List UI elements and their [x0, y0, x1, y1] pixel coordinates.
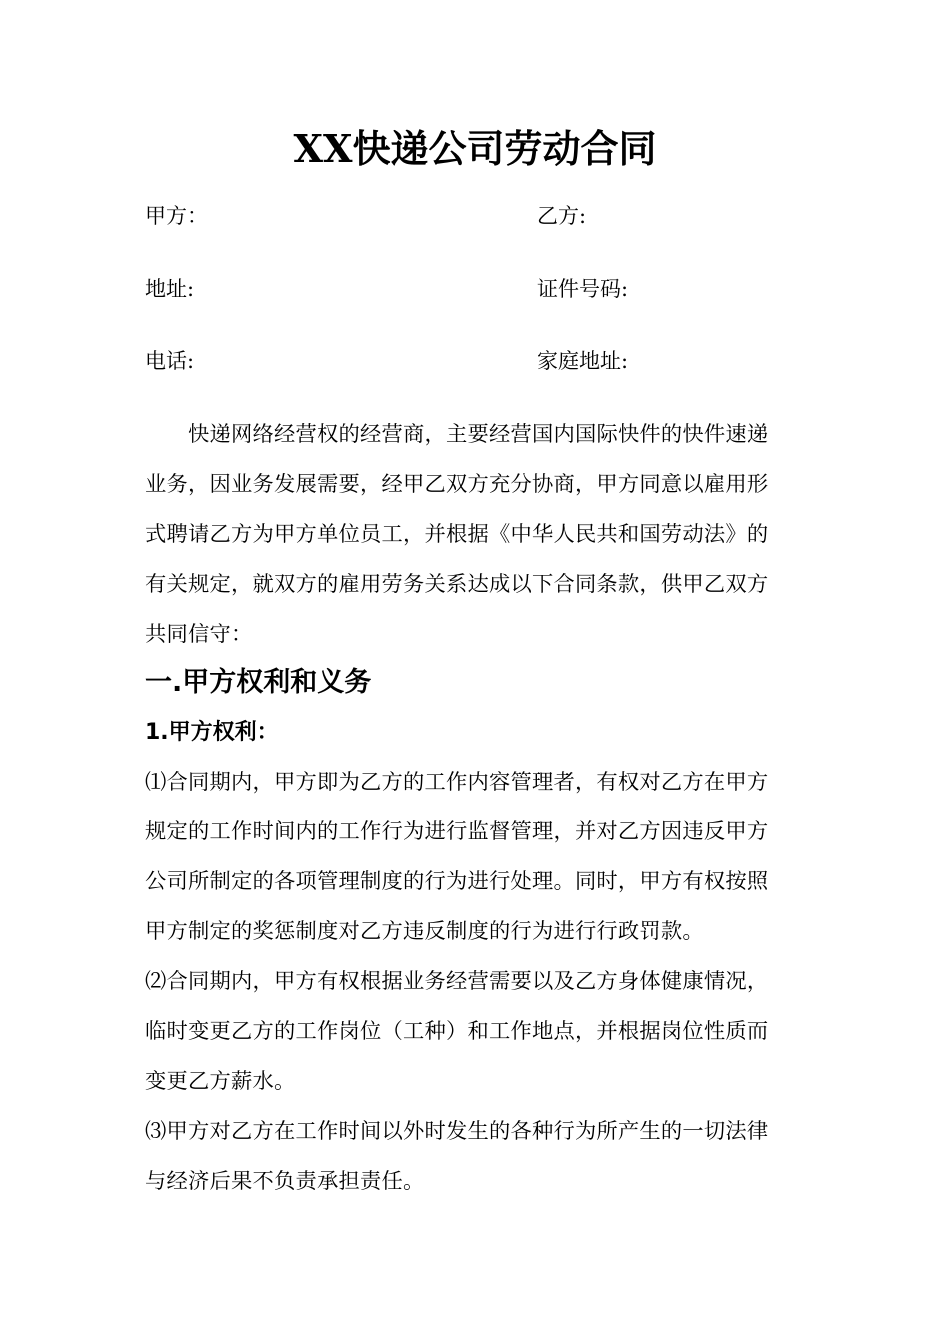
- clause-line: 公司所制定的各项管理制度的行为进行处理。同时，甲方有权按照: [145, 869, 769, 894]
- id-number-label: 证件号码:: [537, 277, 629, 301]
- clause-line: ⑵合同期内，甲方有权根据业务经营需要以及乙方身体健康情况，: [145, 969, 769, 994]
- paragraph-line: 有关规定，就双方的雇用劳务关系达成以下合同条款，供甲乙双方: [145, 572, 769, 597]
- paragraph-line: 共同信守：: [145, 622, 253, 647]
- clause-line: ⑴合同期内，甲方即为乙方的工作内容管理者，有权对乙方在甲方: [145, 770, 769, 795]
- clause-line: ⑶甲方对乙方在工作时间以外时发生的各种行为所产生的一切法律: [145, 1119, 769, 1144]
- clause-line: 甲方制定的奖惩制度对乙方违反制度的行为进行行政罚款。: [145, 919, 704, 944]
- clause-line: 与经济后果不负责承担责任。: [145, 1169, 425, 1194]
- paragraph-line: 式聘请乙方为甲方单位员工，并根据《中华人民共和国劳动法》的: [145, 522, 769, 547]
- clause-line: 临时变更乙方的工作岗位（工种）和工作地点，并根据岗位性质而: [145, 1019, 769, 1044]
- phone-label: 电话:: [145, 349, 195, 373]
- address-label: 地址:: [145, 277, 195, 301]
- home-address-label: 家庭地址:: [537, 349, 629, 373]
- clause-line: 规定的工作时间内的工作行为进行监督管理，并对乙方因违反甲方: [145, 819, 769, 844]
- clause-line: 变更乙方薪水。: [145, 1069, 296, 1094]
- document-title: XX快递公司劳动合同: [293, 126, 657, 171]
- section-heading: 一.甲方权利和义务: [145, 667, 372, 698]
- paragraph-line: 业务，因业务发展需要，经甲乙双方充分协商，甲方同意以雇用形: [145, 472, 769, 497]
- party-b-label: 乙方:: [537, 204, 587, 228]
- subsection-heading: 1.甲方权利：: [145, 720, 279, 745]
- party-a-label: 甲方：: [145, 204, 208, 228]
- paragraph-line: 快递网络经营权的经营商，主要经营国内国际快件的快件速递: [188, 422, 769, 447]
